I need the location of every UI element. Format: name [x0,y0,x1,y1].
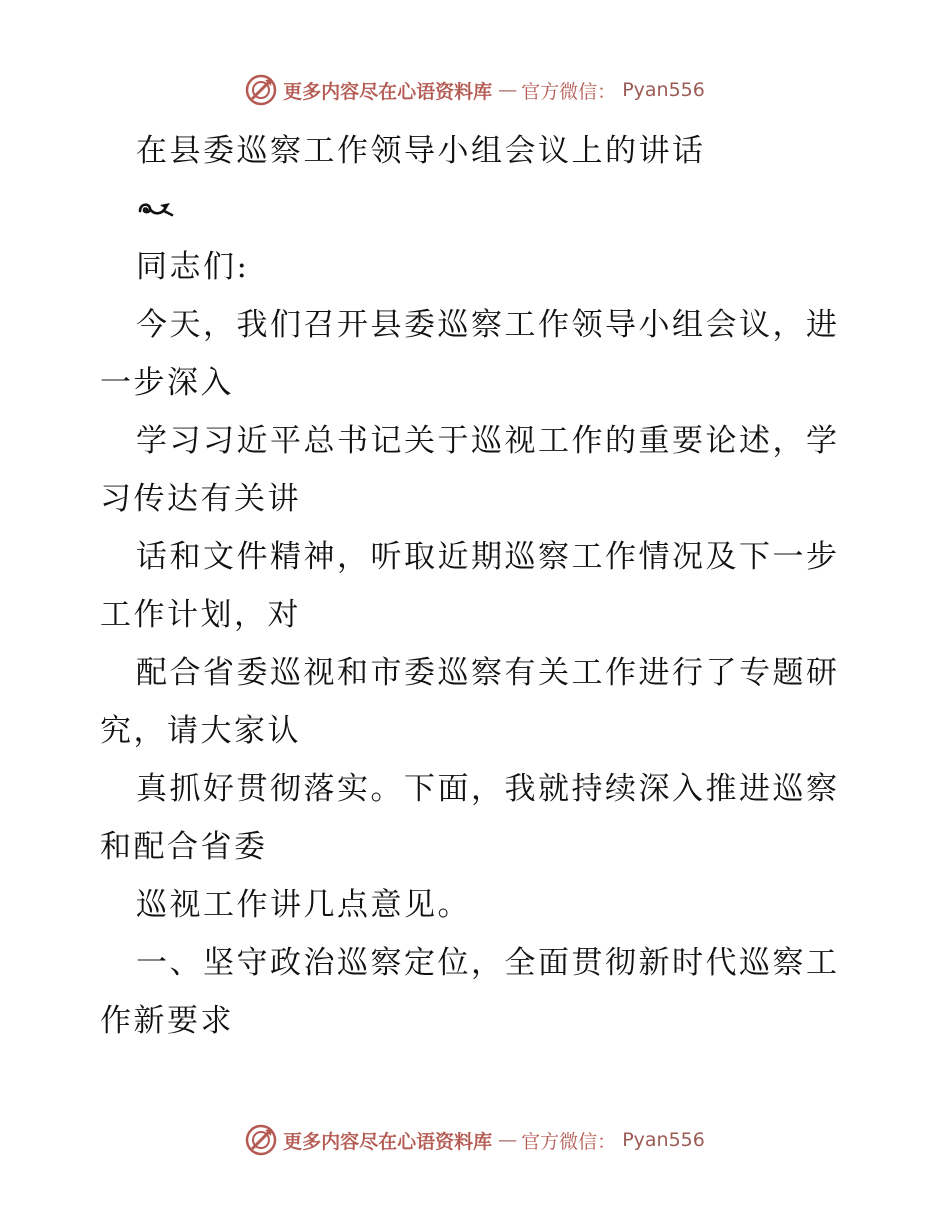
text-line: 同志们: [136,249,250,285]
brand-logo-icon [245,74,277,106]
document-body [100,122,860,1050]
text-line: 作新要求 [100,1003,234,1039]
document-title: 在县委巡察工作领导小组会议上的讲话 [136,133,706,169]
banner-wechat-label: 官方微信： [521,80,617,103]
footer-banner [0,1120,950,1160]
text-line: 学习习近平总书记关于巡视工作的重要论述，学 [136,423,840,459]
text-line: 和配合省委 [100,829,268,865]
paragraph-lines [100,238,860,1050]
text-line: 究，请大家认 [100,713,301,749]
banner-wechat-id: Pyan556 [622,79,705,101]
text-line: 真抓好贯彻落实。下面，我就持续深入推进巡察 [136,771,840,807]
banner-dash: — [498,1129,516,1151]
text-line: 配合省委巡视和市委巡察有关工作进行了专题研 [136,655,840,691]
banner-wechat-label: 官方微信： [521,1130,617,1153]
text-line: 巡视工作讲几点意见。 [136,887,471,923]
banner-wechat-id: Pyan556 [622,1129,705,1151]
text-line: 一、坚守政治巡察定位，全面贯彻新时代巡察工 [136,945,840,981]
banner-main-text: 更多内容尽在心语资料库 [283,1130,493,1153]
banner-dash: — [498,79,516,101]
flourish-icon [136,197,174,221]
text-line: 习传达有关讲 [100,481,301,517]
banner-main-text: 更多内容尽在心语资料库 [283,80,493,103]
header-banner [0,70,950,110]
ornament-divider [100,180,860,238]
text-line: 话和文件精神，听取近期巡察工作情况及下一步 [136,539,840,575]
text-line: 今天，我们召开县委巡察工作领导小组会议，进 [136,307,840,343]
brand-logo-icon [245,1124,277,1156]
text-line: 工作计划，对 [100,597,301,633]
text-line: 一步深入 [100,365,234,401]
